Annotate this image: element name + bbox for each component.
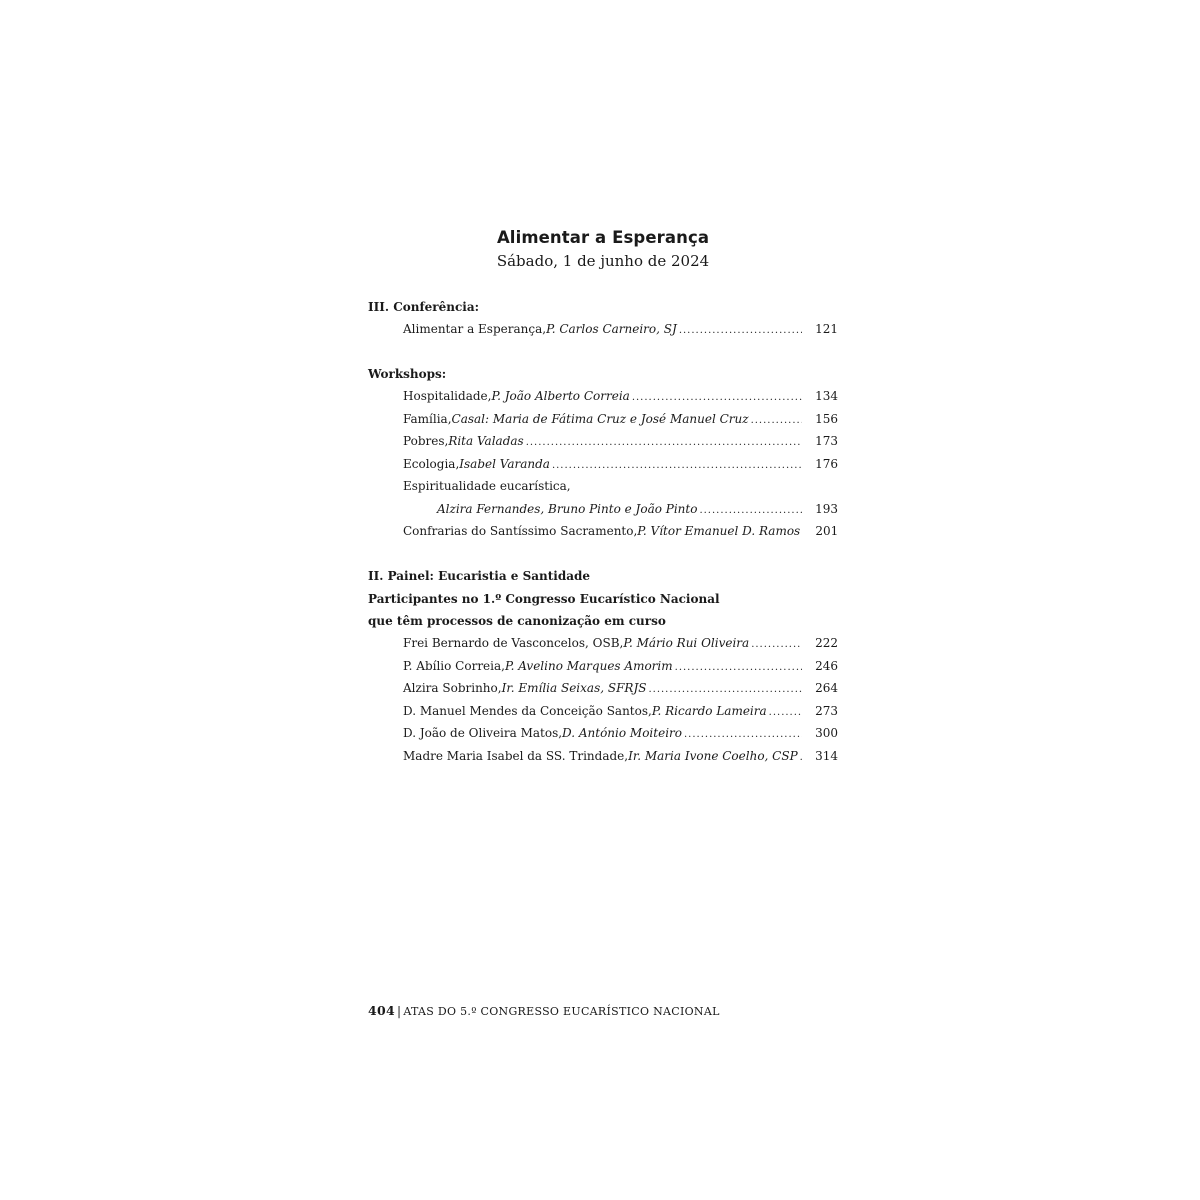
entry-page-number: 273: [815, 704, 838, 718]
entry-page-number: 314: [815, 749, 838, 763]
toc-entry: [368, 499, 838, 519]
dot-leader: [675, 658, 802, 678]
entry-author: Rita Valadas: [448, 434, 524, 448]
entry-author: P. Vítor Emanuel D. Ramos: [637, 524, 801, 538]
dot-leader: [552, 456, 802, 476]
toc-entry: [368, 409, 838, 429]
entry-title: Espiritualidade eucarística,: [403, 479, 571, 493]
toc-entry: [368, 633, 838, 653]
entry-page-number: 121: [815, 322, 838, 336]
entry-title: D. Manuel Mendes da Conceição Santos,: [403, 704, 652, 718]
toc-entry: [368, 386, 838, 406]
toc-entry: [368, 656, 838, 676]
running-footer: [368, 1003, 838, 1018]
entry-author: Isabel Varanda: [459, 457, 550, 471]
footer-running-title: ATAS DO 5.º CONGRESSO EUCARÍSTICO NACIONAL: [403, 1005, 720, 1018]
entry-title: Pobres,: [403, 434, 449, 448]
entry-title: Alimentar a Esperança,: [403, 322, 547, 336]
page-subtitle: Sábado, 1 de junho de 2024: [496, 252, 710, 270]
toc-entry: [368, 319, 838, 339]
dot-leader: [800, 748, 802, 768]
entry-author: Ir. Maria Ivone Coelho, CSP: [628, 749, 798, 763]
toc-entry: [368, 701, 838, 721]
entry-page-number: 134: [815, 389, 838, 403]
toc-entry: [368, 431, 838, 451]
entry-author: P. Avelino Marques Amorim: [504, 659, 673, 673]
entry-page-number: 201: [815, 524, 839, 538]
entry-page-number: 173: [815, 434, 838, 448]
entry-title: Hospitalidade,: [403, 389, 492, 403]
entry-page-number: 176: [815, 457, 838, 471]
entry-author: P. Carlos Carneiro, SJ: [546, 322, 677, 336]
entry-author: P. Ricardo Lameira: [651, 704, 767, 718]
book-page: [368, 0, 838, 1200]
entry-page-number: 193: [815, 502, 838, 516]
entry-page-number: 156: [815, 412, 838, 426]
entry-author: P. Mário Rui Oliveira: [623, 636, 750, 650]
section-heading-painel: II. Painel: Eucaristia e Santidade: [368, 569, 591, 583]
section-subheading: Participantes no 1.º Congresso Eucarístico Nacional: [368, 592, 720, 606]
section-subheading: que têm processos de canonização em curso: [368, 614, 666, 628]
toc-entry: [368, 521, 838, 541]
entry-author: Alzira Fernandes, Bruno Pinto e João Pinto: [437, 502, 698, 516]
entry-title: Família,: [403, 412, 452, 426]
toc-entry: [368, 454, 838, 474]
section-heading-conferencia: III. Conferência:: [368, 300, 480, 314]
dot-leader: [526, 433, 802, 453]
entry-author: Casal: Maria de Fátima Cruz e José Manuel Cruz: [451, 412, 749, 426]
dot-leader: [632, 388, 802, 408]
toc-entry: [368, 746, 838, 766]
dot-leader: [648, 680, 802, 700]
dot-leader: [751, 635, 802, 655]
footer-page-number: 404: [368, 1003, 395, 1018]
entry-author: P. João Alberto Correia: [491, 389, 630, 403]
section-heading-workshops: Workshops:: [368, 367, 447, 381]
entry-title: Alzira Sobrinho,: [403, 681, 502, 695]
entry-title: Madre Maria Isabel da SS. Trindade,: [403, 749, 629, 763]
toc-entry-first-line: [368, 476, 838, 496]
dot-leader: [751, 411, 802, 431]
toc-entry: [368, 723, 838, 743]
entry-page-number: 264: [815, 681, 838, 695]
entry-author: D. António Moiteiro: [562, 726, 682, 740]
entry-title: P. Abílio Correia,: [403, 659, 505, 673]
entry-page-number: 246: [815, 659, 838, 673]
dot-leader: [699, 501, 802, 521]
entry-page-number: 222: [815, 636, 838, 650]
page-title: Alimentar a Esperança: [496, 228, 710, 247]
entry-title: Confrarias do Santíssimo Sacramento,: [403, 524, 638, 538]
footer-separator: |: [397, 1004, 402, 1018]
toc-entry: [368, 678, 838, 698]
entry-title: D. João de Oliveira Matos,: [403, 726, 563, 740]
entry-page-number: 300: [815, 726, 838, 740]
entry-author: Ir. Emília Seixas, SFRJS: [501, 681, 647, 695]
dot-leader: [684, 725, 802, 745]
dot-leader: [679, 321, 802, 341]
dot-leader: [769, 703, 802, 723]
entry-title: Ecologia,: [403, 457, 460, 471]
entry-title: Frei Bernardo de Vasconcelos, OSB,: [403, 636, 624, 650]
